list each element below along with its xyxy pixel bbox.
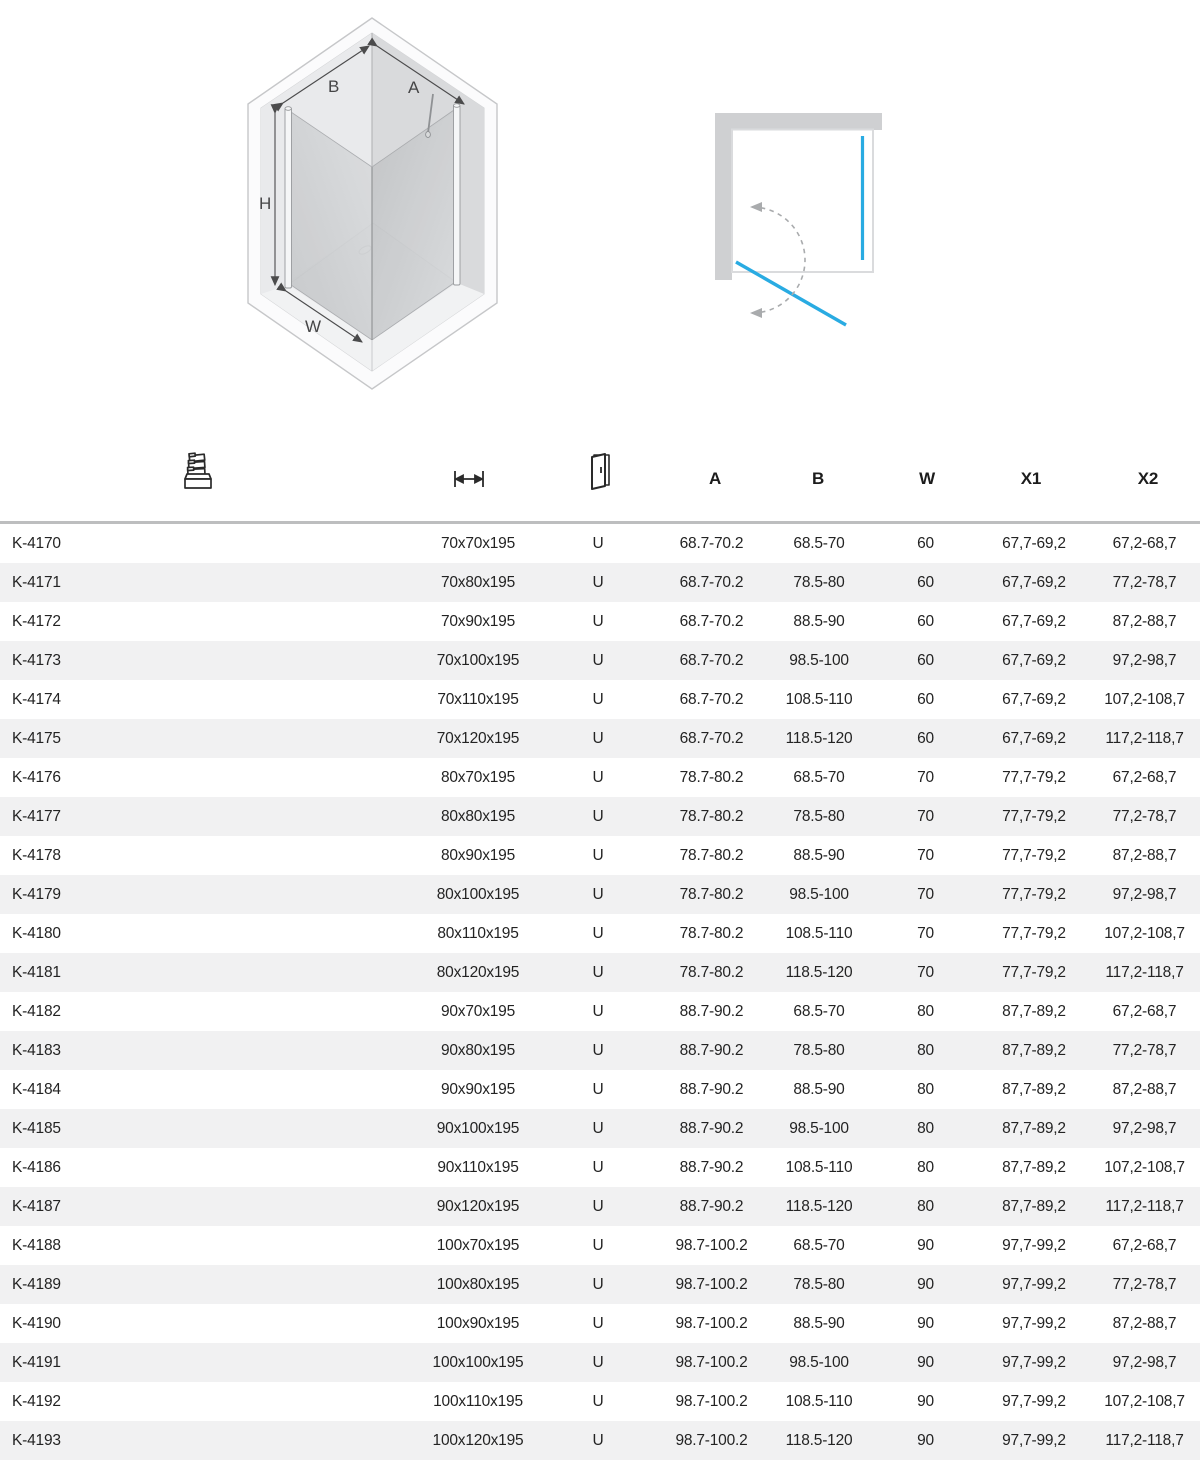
dim-x1-cell: 97,7-99,2 — [1002, 1431, 1066, 1449]
enclosure-outline — [732, 130, 873, 273]
size-cell: 90x120x195 — [436, 1197, 520, 1215]
door-type-cell: U — [592, 1080, 604, 1098]
door-type-cell: U — [592, 729, 604, 747]
door-type-cell: U — [592, 846, 604, 864]
door-type-cell: U — [592, 690, 604, 708]
door-type-cell: U — [592, 768, 604, 786]
dim-x2-cell: 117,2-118,7 — [1105, 729, 1184, 747]
dim-b-cell: 88.5-90 — [793, 612, 845, 630]
dim-w-cell: 90 — [917, 1314, 934, 1332]
dim-x2-cell: 87,2-88,7 — [1112, 1314, 1177, 1332]
product-code-cell: K-4183 — [12, 1041, 61, 1059]
dim-a-cell: 98.7-100.2 — [675, 1236, 748, 1254]
dim-b-cell: 68.5-70 — [793, 768, 845, 786]
door-type-cell: U — [592, 1119, 604, 1137]
door-type-cell: U — [592, 1353, 604, 1371]
dim-a-cell: 88.7-90.2 — [679, 1119, 744, 1137]
right-profile-cap — [454, 104, 460, 108]
size-cell: 90x100x195 — [436, 1119, 520, 1137]
spec-table — [0, 445, 1200, 1460]
dim-w-cell: 60 — [917, 651, 934, 669]
dim-b-cell: 108.5-110 — [785, 690, 853, 708]
dim-x2-cell: 97,2-98,7 — [1112, 651, 1177, 669]
product-code-cell: K-4174 — [12, 690, 61, 708]
dim-a-cell: 88.7-90.2 — [679, 1197, 744, 1215]
size-cell: 90x90x195 — [440, 1080, 516, 1098]
dim-x1-cell: 97,7-99,2 — [1002, 1275, 1066, 1293]
dim-b-cell: 118.5-120 — [785, 1197, 853, 1215]
dim-x1-cell: 87,7-89,2 — [1002, 1197, 1066, 1215]
dim-w-cell: 90 — [917, 1275, 934, 1293]
product-code-cell: K-4172 — [12, 612, 61, 630]
dim-b-cell: 98.5-100 — [789, 651, 849, 669]
dim-x2-cell: 77,2-78,7 — [1112, 573, 1177, 591]
dim-x2-cell: 77,2-78,7 — [1112, 807, 1177, 825]
dim-b-cell: 88.5-90 — [793, 846, 845, 864]
dim-w-cell: 90 — [917, 1353, 934, 1371]
dim-x2-cell: 107,2-108,7 — [1104, 1158, 1185, 1176]
product-code-cell: K-4181 — [12, 963, 61, 981]
dim-b-cell: 68.5-70 — [793, 1002, 845, 1020]
door-type-cell: U — [592, 1314, 604, 1332]
dim-a-cell: 98.7-100.2 — [675, 1353, 748, 1371]
table-row — [0, 797, 1200, 836]
dim-b-cell: 78.5-80 — [793, 807, 845, 825]
dim-label-h: H — [259, 194, 272, 213]
door-type-cell: U — [592, 807, 604, 825]
dim-x1-cell: 67,7-69,2 — [1002, 651, 1066, 669]
product-code-cell: K-4178 — [12, 846, 61, 864]
dim-w-cell: 60 — [917, 729, 934, 747]
product-code-cell: K-4186 — [12, 1158, 61, 1176]
door-type-cell: U — [592, 1158, 604, 1176]
dim-a-cell: 88.7-90.2 — [679, 1158, 744, 1176]
table-row — [0, 719, 1200, 758]
dim-x1-cell: 97,7-99,2 — [1002, 1314, 1066, 1332]
dim-b-cell: 88.5-90 — [793, 1314, 845, 1332]
table-header — [0, 445, 1200, 521]
dim-a-cell: 68.7-70.2 — [679, 729, 744, 747]
dim-x1-cell: 67,7-69,2 — [1002, 729, 1066, 747]
dim-a-cell: 78.7-80.2 — [679, 924, 744, 942]
dim-w-cell: 80 — [917, 1041, 934, 1059]
dim-w-cell: 70 — [917, 924, 934, 942]
product-code-cell: K-4173 — [12, 651, 61, 669]
table-row — [0, 1148, 1200, 1187]
size-cell: 80x90x195 — [440, 846, 516, 864]
dim-b-cell: 118.5-120 — [785, 963, 853, 981]
table-row — [0, 1187, 1200, 1226]
product-code-cell: K-4193 — [12, 1431, 61, 1449]
table-row — [0, 1421, 1200, 1460]
size-cell: 90x80x195 — [440, 1041, 516, 1059]
dim-w-cell: 70 — [917, 885, 934, 903]
dim-a-cell: 68.7-70.2 — [679, 534, 744, 552]
table-row — [0, 914, 1200, 953]
dim-x2-cell: 117,2-118,7 — [1105, 1197, 1184, 1215]
table-row — [0, 875, 1200, 914]
size-cell: 90x70x195 — [440, 1002, 516, 1020]
right-wall-profile — [454, 105, 461, 285]
dim-b-cell: 78.5-80 — [793, 573, 845, 591]
dim-x1-cell: 77,7-79,2 — [1002, 807, 1066, 825]
product-code-cell: K-4182 — [12, 1002, 61, 1020]
dim-x1-cell: 77,7-79,2 — [1002, 768, 1066, 786]
col-header-w: W — [919, 469, 935, 488]
dim-x1-cell: 67,7-69,2 — [1002, 573, 1066, 591]
col-header-a: A — [708, 469, 722, 488]
table-row — [0, 953, 1200, 992]
size-cell: 100x90x195 — [436, 1314, 520, 1332]
size-cell: 100x80x195 — [436, 1275, 520, 1293]
product-code-cell: K-4190 — [12, 1314, 61, 1332]
dim-b-cell: 68.5-70 — [793, 1236, 845, 1254]
table-row — [0, 992, 1200, 1031]
dim-b-cell: 108.5-110 — [785, 1392, 853, 1410]
table-row — [0, 1226, 1200, 1265]
top-wall — [717, 113, 882, 130]
dim-a-cell: 98.7-100.2 — [675, 1275, 748, 1293]
left-wall-profile — [285, 108, 292, 288]
isometric-shower-diagram — [235, 5, 505, 395]
dim-a-cell: 88.7-90.2 — [679, 1080, 744, 1098]
dim-x1-cell: 87,7-89,2 — [1002, 1002, 1066, 1020]
table-row — [0, 1382, 1200, 1421]
product-code-cell: K-4191 — [12, 1353, 61, 1371]
left-wall — [715, 113, 732, 280]
product-code-cell: K-4187 — [12, 1197, 61, 1215]
product-code-cell: K-4177 — [12, 807, 61, 825]
dim-x2-cell: 67,2-68,7 — [1112, 1002, 1177, 1020]
door-type-cell: U — [592, 1275, 604, 1293]
table-row — [0, 1070, 1200, 1109]
dim-x2-cell: 67,2-68,7 — [1112, 1236, 1177, 1254]
table-row — [0, 524, 1200, 563]
product-code-cell: K-4185 — [12, 1119, 61, 1137]
col-header-b: B — [811, 469, 825, 488]
door-handle-knob — [426, 132, 431, 138]
size-cell: 80x80x195 — [440, 807, 516, 825]
size-cell: 70x120x195 — [436, 729, 520, 747]
product-code-cell: K-4170 — [12, 534, 61, 552]
door-type-cell: U — [592, 1197, 604, 1215]
size-cell: 100x100x195 — [432, 1353, 524, 1371]
dim-a-cell: 98.7-100.2 — [675, 1431, 748, 1449]
size-cell: 90x110x195 — [437, 1158, 519, 1176]
top-view-door-diagram — [700, 100, 900, 345]
dim-x2-cell: 97,2-98,7 — [1112, 1119, 1177, 1137]
dim-x1-cell: 97,7-99,2 — [1002, 1392, 1066, 1410]
size-cell: 100x110x195 — [433, 1392, 523, 1410]
table-row — [0, 1304, 1200, 1343]
dim-w-cell: 70 — [917, 963, 934, 981]
dim-x1-cell: 97,7-99,2 — [1002, 1236, 1066, 1254]
door-type-cell: U — [592, 924, 604, 942]
dim-x1-cell: 77,7-79,2 — [1002, 846, 1066, 864]
dim-x2-cell: 87,2-88,7 — [1112, 846, 1177, 864]
door-type-cell: U — [592, 885, 604, 903]
dim-a-cell: 68.7-70.2 — [679, 651, 744, 669]
dim-b-cell: 88.5-90 — [793, 1080, 845, 1098]
table-row — [0, 1265, 1200, 1304]
dim-a-cell: 68.7-70.2 — [679, 690, 744, 708]
dim-b-cell: 78.5-80 — [793, 1041, 845, 1059]
product-code-cell: K-4179 — [12, 885, 61, 903]
product-code-cell: K-4175 — [12, 729, 61, 747]
table-row — [0, 680, 1200, 719]
dim-w-cell: 60 — [917, 690, 934, 708]
door-type-cell: U — [592, 534, 604, 552]
dim-x2-cell: 117,2-118,7 — [1105, 963, 1184, 981]
door-type-cell: U — [592, 1041, 604, 1059]
table-row — [0, 1343, 1200, 1382]
col-header-x2: X2 — [1137, 469, 1159, 488]
dim-a-cell: 78.7-80.2 — [679, 768, 744, 786]
door-type-cell: U — [592, 1236, 604, 1254]
dim-x2-cell: 77,2-78,7 — [1112, 1041, 1177, 1059]
dim-label-w: W — [305, 317, 322, 336]
dim-b-cell: 98.5-100 — [789, 1353, 849, 1371]
dim-w-cell: 80 — [917, 1197, 934, 1215]
product-code-cell: K-4180 — [12, 924, 61, 942]
dim-w-cell: 90 — [917, 1236, 934, 1254]
door-type-cell: U — [592, 1002, 604, 1020]
dim-a-cell: 78.7-80.2 — [679, 846, 744, 864]
products-stack-icon — [182, 449, 214, 491]
dim-a-cell: 98.7-100.2 — [675, 1314, 748, 1332]
dim-w-cell: 80 — [917, 1119, 934, 1137]
dim-w-cell: 90 — [917, 1392, 934, 1410]
dim-a-cell: 88.7-90.2 — [679, 1041, 744, 1059]
dim-a-cell: 68.7-70.2 — [679, 573, 744, 591]
product-code-cell: K-4184 — [12, 1080, 61, 1098]
dim-x1-cell: 67,7-69,2 — [1002, 534, 1066, 552]
dim-a-cell: 78.7-80.2 — [679, 807, 744, 825]
dim-x1-cell: 87,7-89,2 — [1002, 1119, 1066, 1137]
dim-x1-cell: 77,7-79,2 — [1002, 924, 1066, 942]
size-cell: 100x120x195 — [432, 1431, 524, 1449]
door-type-icon — [586, 451, 614, 491]
dim-w-cell: 60 — [917, 612, 934, 630]
dim-a-cell: 78.7-80.2 — [679, 885, 744, 903]
dim-b-cell: 108.5-110 — [785, 924, 853, 942]
dim-w-cell: 70 — [917, 807, 934, 825]
dim-x2-cell: 67,2-68,7 — [1112, 768, 1177, 786]
table-row — [0, 758, 1200, 797]
door-type-cell: U — [592, 1431, 604, 1449]
dim-x2-cell: 97,2-98,7 — [1112, 885, 1177, 903]
size-cell: 80x110x195 — [437, 924, 519, 942]
dim-x1-cell: 67,7-69,2 — [1002, 612, 1066, 630]
door-type-cell: U — [592, 963, 604, 981]
dim-b-cell: 68.5-70 — [793, 534, 845, 552]
dim-x1-cell: 87,7-89,2 — [1002, 1080, 1066, 1098]
product-code-cell: K-4189 — [12, 1275, 61, 1293]
size-cell: 80x120x195 — [436, 963, 520, 981]
dim-a-cell: 78.7-80.2 — [679, 963, 744, 981]
size-cell: 70x90x195 — [440, 612, 516, 630]
left-profile-cap — [285, 107, 291, 111]
table-row — [0, 641, 1200, 680]
col-header-x1: X1 — [1020, 469, 1042, 488]
dim-b-cell: 118.5-120 — [785, 1431, 853, 1449]
size-cell: 70x110x195 — [437, 690, 519, 708]
dim-label-a: A — [408, 78, 420, 97]
width-range-icon — [452, 469, 486, 489]
dim-x1-cell: 87,7-89,2 — [1002, 1041, 1066, 1059]
dim-x2-cell: 77,2-78,7 — [1112, 1275, 1177, 1293]
dim-b-cell: 98.5-100 — [789, 885, 849, 903]
table-row — [0, 1031, 1200, 1070]
dim-x1-cell: 77,7-79,2 — [1002, 885, 1066, 903]
dim-x1-cell: 97,7-99,2 — [1002, 1353, 1066, 1371]
product-code-cell: K-4188 — [12, 1236, 61, 1254]
door-type-cell: U — [592, 651, 604, 669]
door-type-cell: U — [592, 573, 604, 591]
dim-x2-cell: 117,2-118,7 — [1105, 1431, 1184, 1449]
size-cell: 70x100x195 — [436, 651, 520, 669]
table-row — [0, 563, 1200, 602]
dim-x2-cell: 87,2-88,7 — [1112, 1080, 1177, 1098]
door-type-cell: U — [592, 1392, 604, 1410]
door-type-cell: U — [592, 612, 604, 630]
dim-a-cell: 68.7-70.2 — [679, 612, 744, 630]
dim-x2-cell: 87,2-88,7 — [1112, 612, 1177, 630]
table-row — [0, 836, 1200, 875]
dim-x2-cell: 107,2-108,7 — [1104, 690, 1185, 708]
dim-w-cell: 60 — [917, 573, 934, 591]
dim-b-cell: 78.5-80 — [793, 1275, 845, 1293]
dim-x2-cell: 67,2-68,7 — [1112, 534, 1177, 552]
dim-w-cell: 90 — [917, 1431, 934, 1449]
dim-a-cell: 98.7-100.2 — [675, 1392, 748, 1410]
size-cell: 70x70x195 — [440, 534, 516, 552]
size-cell: 80x70x195 — [440, 768, 516, 786]
dim-x1-cell: 77,7-79,2 — [1002, 963, 1066, 981]
product-code-cell: K-4192 — [12, 1392, 61, 1410]
dim-x1-cell: 67,7-69,2 — [1002, 690, 1066, 708]
dim-x2-cell: 97,2-98,7 — [1112, 1353, 1177, 1371]
dim-x2-cell: 107,2-108,7 — [1104, 924, 1185, 942]
dim-w-cell: 80 — [917, 1158, 934, 1176]
dim-b-cell: 98.5-100 — [789, 1119, 849, 1137]
table-row — [0, 1109, 1200, 1148]
dim-x2-cell: 107,2-108,7 — [1104, 1392, 1185, 1410]
dim-w-cell: 70 — [917, 846, 934, 864]
table-body — [0, 521, 1200, 1460]
dim-b-cell: 108.5-110 — [785, 1158, 853, 1176]
dim-label-b: B — [328, 77, 340, 96]
dim-w-cell: 80 — [917, 1002, 934, 1020]
table-row — [0, 602, 1200, 641]
dim-a-cell: 88.7-90.2 — [679, 1002, 744, 1020]
dim-b-cell: 118.5-120 — [785, 729, 853, 747]
size-cell: 100x70x195 — [436, 1236, 520, 1254]
size-cell: 80x100x195 — [436, 885, 520, 903]
size-cell: 70x80x195 — [440, 573, 516, 591]
product-code-cell: K-4171 — [12, 573, 61, 591]
dim-x1-cell: 87,7-89,2 — [1002, 1158, 1066, 1176]
product-code-cell: K-4176 — [12, 768, 61, 786]
dim-w-cell: 70 — [917, 768, 934, 786]
dim-w-cell: 60 — [917, 534, 934, 552]
dim-w-cell: 80 — [917, 1080, 934, 1098]
